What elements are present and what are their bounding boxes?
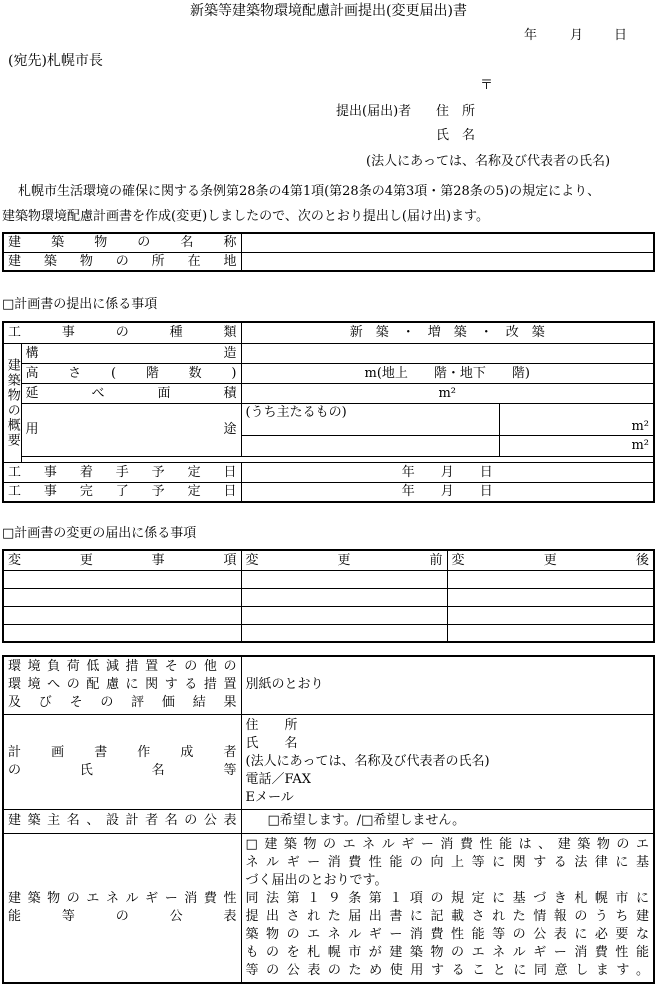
- measures-value[interactable]: 別紙のとおり: [241, 656, 654, 714]
- building-location-label: 建築物の所在地: [3, 252, 241, 271]
- energy-text-line-6: 築物のエネルギー消費性能等の公表に必要な: [245, 926, 649, 942]
- addressee: (宛先)札幌市長: [8, 53, 103, 69]
- energy-text-line-1: □建築物のエネルギー消費性能は、建築物のエ: [245, 836, 649, 852]
- change-before-header: 変更前: [241, 550, 447, 570]
- date-day: 日: [614, 28, 628, 43]
- energy-text-line-2: ネルギー消費性能の向上等に関する法律に基: [245, 854, 649, 870]
- section2-title: □計画書の変更の届出に係る事項: [2, 526, 197, 541]
- measures-label-line-2: 環境への配慮に関する措置: [8, 677, 237, 693]
- change-row-4-before[interactable]: [241, 624, 447, 642]
- structure-label: 構造: [21, 343, 241, 363]
- change-row-3-after[interactable]: [447, 606, 654, 624]
- change-row-1-before[interactable]: [241, 570, 447, 588]
- measures-label-line-3: 及びその評価結果: [8, 695, 237, 711]
- floor-area-unit[interactable]: m²: [241, 383, 654, 403]
- energy-text[interactable]: [241, 833, 654, 983]
- change-row-3-before[interactable]: [241, 606, 447, 624]
- publish-options[interactable]: □希望します。/□希望しません。: [241, 809, 654, 833]
- measures-label-line-1: 環境負荷低減措置その他の: [8, 659, 237, 675]
- building-table: [2, 232, 655, 272]
- structure-field[interactable]: [241, 343, 654, 363]
- change-row-2-after[interactable]: [447, 588, 654, 606]
- energy-label-line-2: 能等の公表: [8, 908, 237, 924]
- date-month: 月: [570, 28, 584, 43]
- corporate-note: (法人にあっては、名称及び代表者の氏名): [366, 154, 611, 169]
- measures-label: [3, 656, 241, 714]
- height-value[interactable]: m(地上 階・地下 階): [241, 363, 654, 383]
- overview-label: 建築物の概要: [3, 343, 21, 462]
- change-item-header: 変更事項: [3, 550, 241, 570]
- change-table: [2, 549, 655, 643]
- start-date-label: 工事着手予定日: [3, 462, 241, 482]
- submitter-name-label: 氏 名: [436, 128, 476, 143]
- date-year: 年: [524, 28, 538, 43]
- other-use-area-unit[interactable]: m²: [499, 435, 654, 456]
- measures-table: [2, 655, 655, 984]
- preparer-corporate-note: (法人にあっては、名称及び代表者の氏名): [245, 753, 490, 769]
- preparer-label-line-2: の氏名等: [8, 762, 237, 778]
- use-label: 用途: [21, 403, 241, 456]
- main-use-area-unit[interactable]: m²: [499, 403, 654, 435]
- building-location-field[interactable]: [241, 252, 654, 271]
- energy-label: [3, 833, 241, 983]
- intro-line-1: 札幌市生活環境の確保に関する条例第28条の4第1項(第28条の4第3項・第28条の5)の規定により、: [18, 184, 601, 199]
- change-row-1-item[interactable]: [3, 570, 241, 588]
- other-use-field[interactable]: [241, 435, 499, 456]
- change-row-1-after[interactable]: [447, 570, 654, 588]
- change-row-2-before[interactable]: [241, 588, 447, 606]
- change-after-header: 変更後: [447, 550, 654, 570]
- publish-label: 建築主名、設計者名の公表: [3, 809, 241, 833]
- work-type-label: 工事の種類: [3, 322, 241, 343]
- preparer-label-line-1: 計画書作成者: [8, 744, 237, 760]
- energy-text-line-8: 等の公表のため使用することに同意します。: [245, 962, 649, 978]
- page-title: 新築等建築物環境配慮計画提出(変更届出)書: [190, 3, 467, 19]
- preparer-address: 住 所: [245, 717, 298, 733]
- preparer-email: Eメール: [245, 789, 294, 805]
- intro-line-2: 建築物環境配慮計画書を作成(変更)しましたので、次のとおり提出し(届け出)ます。: [2, 209, 489, 224]
- start-date-value[interactable]: 年 月 日: [241, 462, 654, 482]
- main-use-note[interactable]: (うち主たるもの): [241, 403, 499, 435]
- building-name-label: 建築物の名称: [3, 233, 241, 252]
- submitter-role: 提出(届出)者: [336, 104, 412, 119]
- energy-text-line-7: ものを札幌市が建築物のエネルギー消費性能: [245, 944, 649, 960]
- change-row-2-item[interactable]: [3, 588, 241, 606]
- preparer-details[interactable]: [241, 714, 654, 809]
- energy-text-line-4: 同法第１９条第１項の規定に基づき札幌市に: [245, 890, 649, 906]
- end-date-label: 工事完了予定日: [3, 482, 241, 502]
- energy-label-line-1: 建築物のエネルギー消費性: [8, 890, 237, 906]
- preparer-label: [3, 714, 241, 809]
- section1-table: [2, 321, 655, 503]
- postal-mark: 〒: [480, 78, 494, 93]
- building-name-field[interactable]: [241, 233, 654, 252]
- change-row-3-item[interactable]: [3, 606, 241, 624]
- section1-title: □計画書の提出に係る事項: [2, 297, 158, 312]
- change-row-4-item[interactable]: [3, 624, 241, 642]
- height-label: 高さ(階数): [21, 363, 241, 383]
- end-date-value[interactable]: 年 月 日: [241, 482, 654, 502]
- energy-text-line-5: 提出された届出書に記載された情報のうち建: [245, 908, 649, 924]
- floor-area-label: 延べ面積: [21, 383, 241, 403]
- change-row-4-after[interactable]: [447, 624, 654, 642]
- preparer-name: 氏 名: [245, 735, 298, 751]
- energy-text-line-3: づく届出のとおりです。: [245, 872, 388, 888]
- submitter-address-label: 住 所: [436, 104, 476, 119]
- preparer-phone-fax: 電話／FAX: [245, 771, 312, 787]
- work-type-value[interactable]: 新 築 ・ 増 築 ・ 改 築: [241, 322, 654, 343]
